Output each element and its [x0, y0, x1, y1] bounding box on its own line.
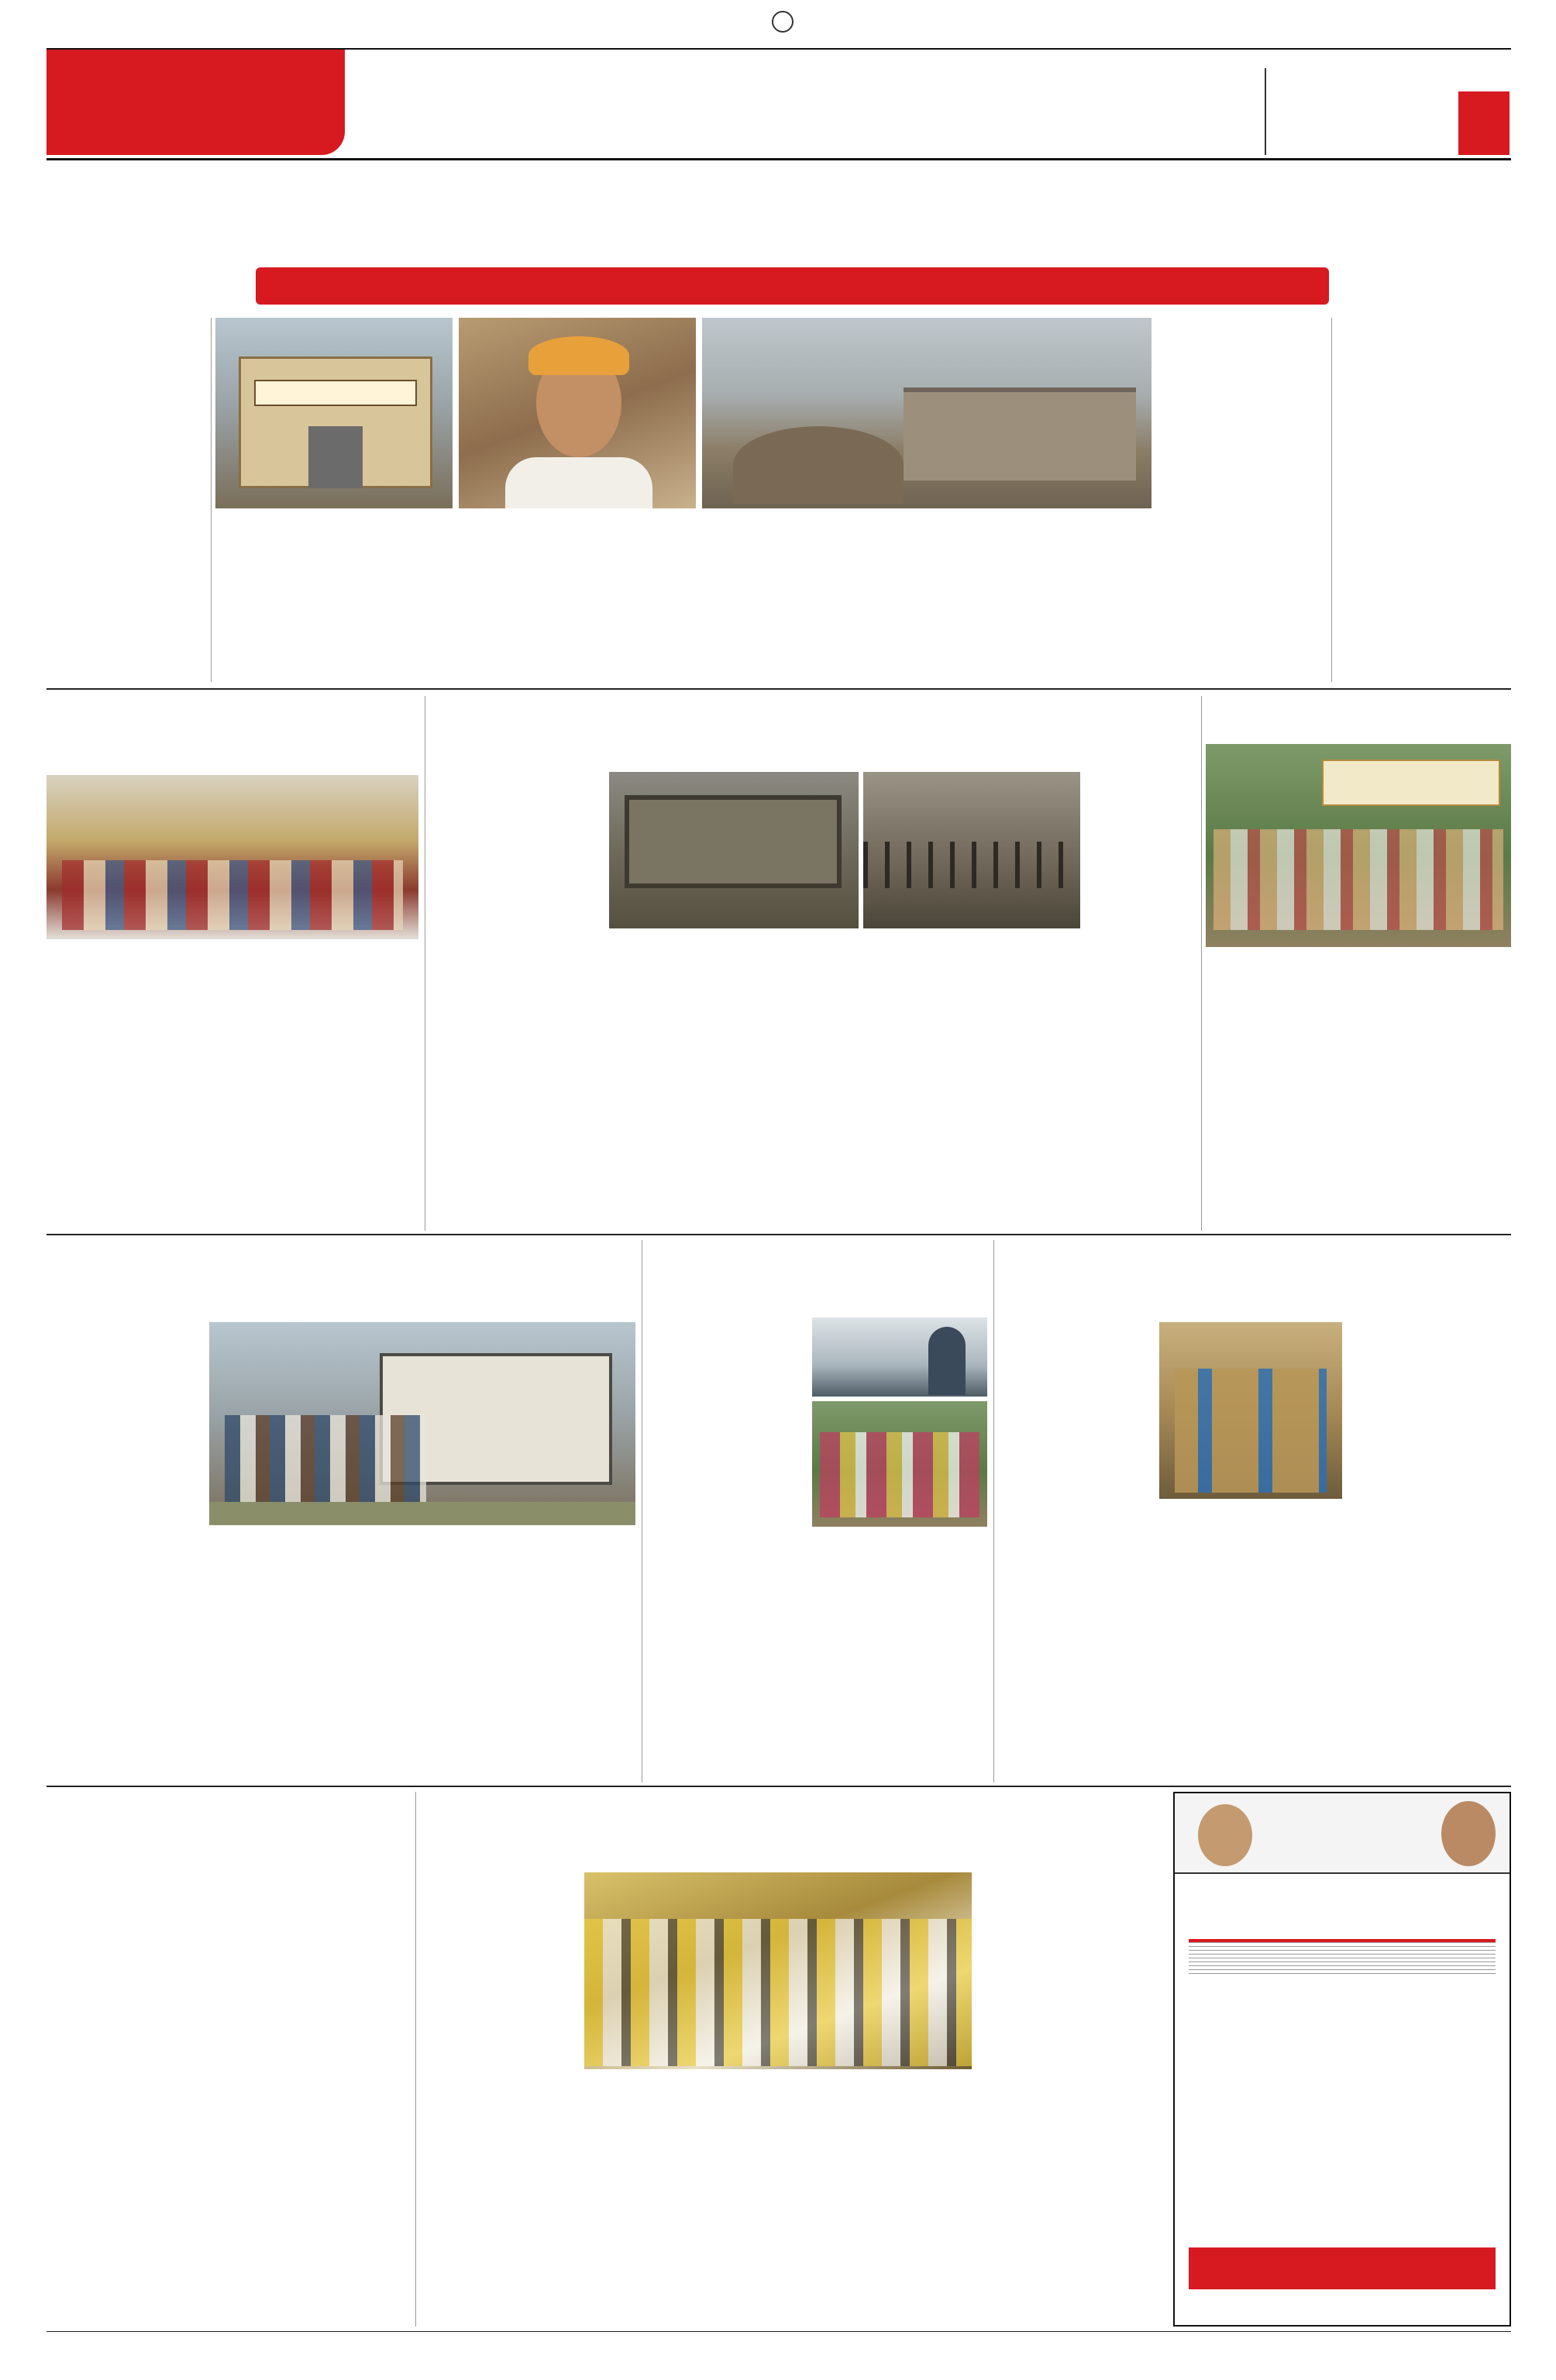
panchayat-sign: [254, 380, 417, 406]
ped-photo-plantation: [812, 1401, 987, 1527]
goat-col4: [970, 772, 1195, 1229]
contact-ad-avatar-right: [1441, 1801, 1496, 1866]
lead-divider-1: [211, 318, 212, 682]
goat-col2: [609, 933, 778, 1229]
ped-photo-officer: [812, 1317, 987, 1397]
guru-col1: [46, 944, 226, 1227]
guru-photo: [46, 775, 418, 939]
goat-photo-shed: [609, 772, 859, 928]
nashik-col3: [1348, 1322, 1511, 1781]
goat-headline: [431, 694, 1198, 744]
lead-subhead: [256, 267, 1329, 305]
header-top-rule: [46, 48, 1511, 50]
sunwai-col2: [229, 1838, 409, 2323]
ped-col1: [646, 1317, 806, 1781]
lead-photo-portrait: [459, 318, 696, 508]
lead-col3: [335, 515, 453, 682]
plant-photo: [1206, 744, 1511, 947]
nashik-col1: [998, 1317, 1153, 1781]
panchayat-door: [308, 426, 363, 488]
lead-photo-site: [702, 318, 1152, 508]
plantation-women: [820, 1432, 979, 1517]
header-bottom-rule: [46, 158, 1511, 160]
contact-ad: [1173, 1792, 1511, 2327]
plant-banner: [1322, 759, 1500, 806]
lead-col4: [459, 515, 575, 682]
lead-bottom-rule: [46, 688, 1511, 690]
contact-ad-footer-brand: [1189, 2247, 1496, 2289]
row2-bottom-rule: [46, 1234, 1511, 1235]
truck-people: [225, 1415, 426, 1516]
contact-ad-masthead: [1175, 1793, 1510, 1874]
plant-students: [1213, 829, 1503, 930]
contact-row: [1189, 1970, 1496, 1974]
header-separator: [1265, 68, 1266, 155]
contact-table: [1189, 1939, 1496, 1974]
adivasi-photo: [584, 1872, 972, 2069]
adivasi-col2: [584, 2074, 770, 2323]
adivasi-col1: [422, 1872, 577, 2323]
lead-photo-panchayat: [215, 318, 453, 508]
portrait-shirt: [505, 457, 652, 508]
construction-wall: [904, 387, 1136, 480]
row4-divider-1: [415, 1792, 416, 2327]
lead-col1: [46, 318, 205, 682]
adivasi-group: [584, 1919, 972, 2066]
row3-divider-2: [993, 1240, 994, 1782]
row2-divider-2: [1201, 696, 1202, 1231]
lead-col6: [702, 515, 818, 682]
plant-col2: [1361, 952, 1511, 1228]
chana-photo-truck: [209, 1322, 635, 1525]
page-number: [1458, 91, 1510, 155]
chana-col2: [209, 1531, 415, 1781]
guru-col2: [236, 944, 418, 1227]
portrait-turban: [528, 336, 629, 375]
contact-ad-avatar-left: [1198, 1804, 1252, 1866]
registration-mark: [772, 11, 793, 33]
chana-col1: [46, 1322, 201, 1781]
nashik-col2: [1159, 1503, 1342, 1781]
adivasi-col3: [778, 2074, 972, 2323]
row3-bottom-rule: [46, 1786, 1511, 1787]
goat-col1: [431, 772, 603, 1229]
lead-col2: [215, 515, 330, 682]
lead-divider-2: [1331, 318, 1332, 682]
sunwai-col1: [46, 1838, 222, 2323]
goat-col3: [784, 933, 964, 1229]
nashik-photo-police: [1159, 1322, 1342, 1499]
chana-col3: [425, 1531, 635, 1781]
section-tag: [46, 48, 345, 155]
shed-wall: [625, 795, 842, 888]
officer-figure: [928, 1327, 966, 1395]
plant-col1: [1206, 952, 1353, 1228]
guru-crowd: [62, 860, 403, 930]
lead-col7: [1159, 318, 1325, 682]
truck-ground: [209, 1502, 635, 1525]
rubble-heap: [733, 426, 904, 504]
adivasi-col4: [978, 1872, 1165, 2323]
ped-col2: [812, 1531, 987, 1781]
row4-bottom-rule: [46, 2331, 1511, 2332]
police-figures: [1175, 1369, 1327, 1493]
lead-col8: [1337, 318, 1510, 682]
lead-col5: [580, 515, 696, 682]
